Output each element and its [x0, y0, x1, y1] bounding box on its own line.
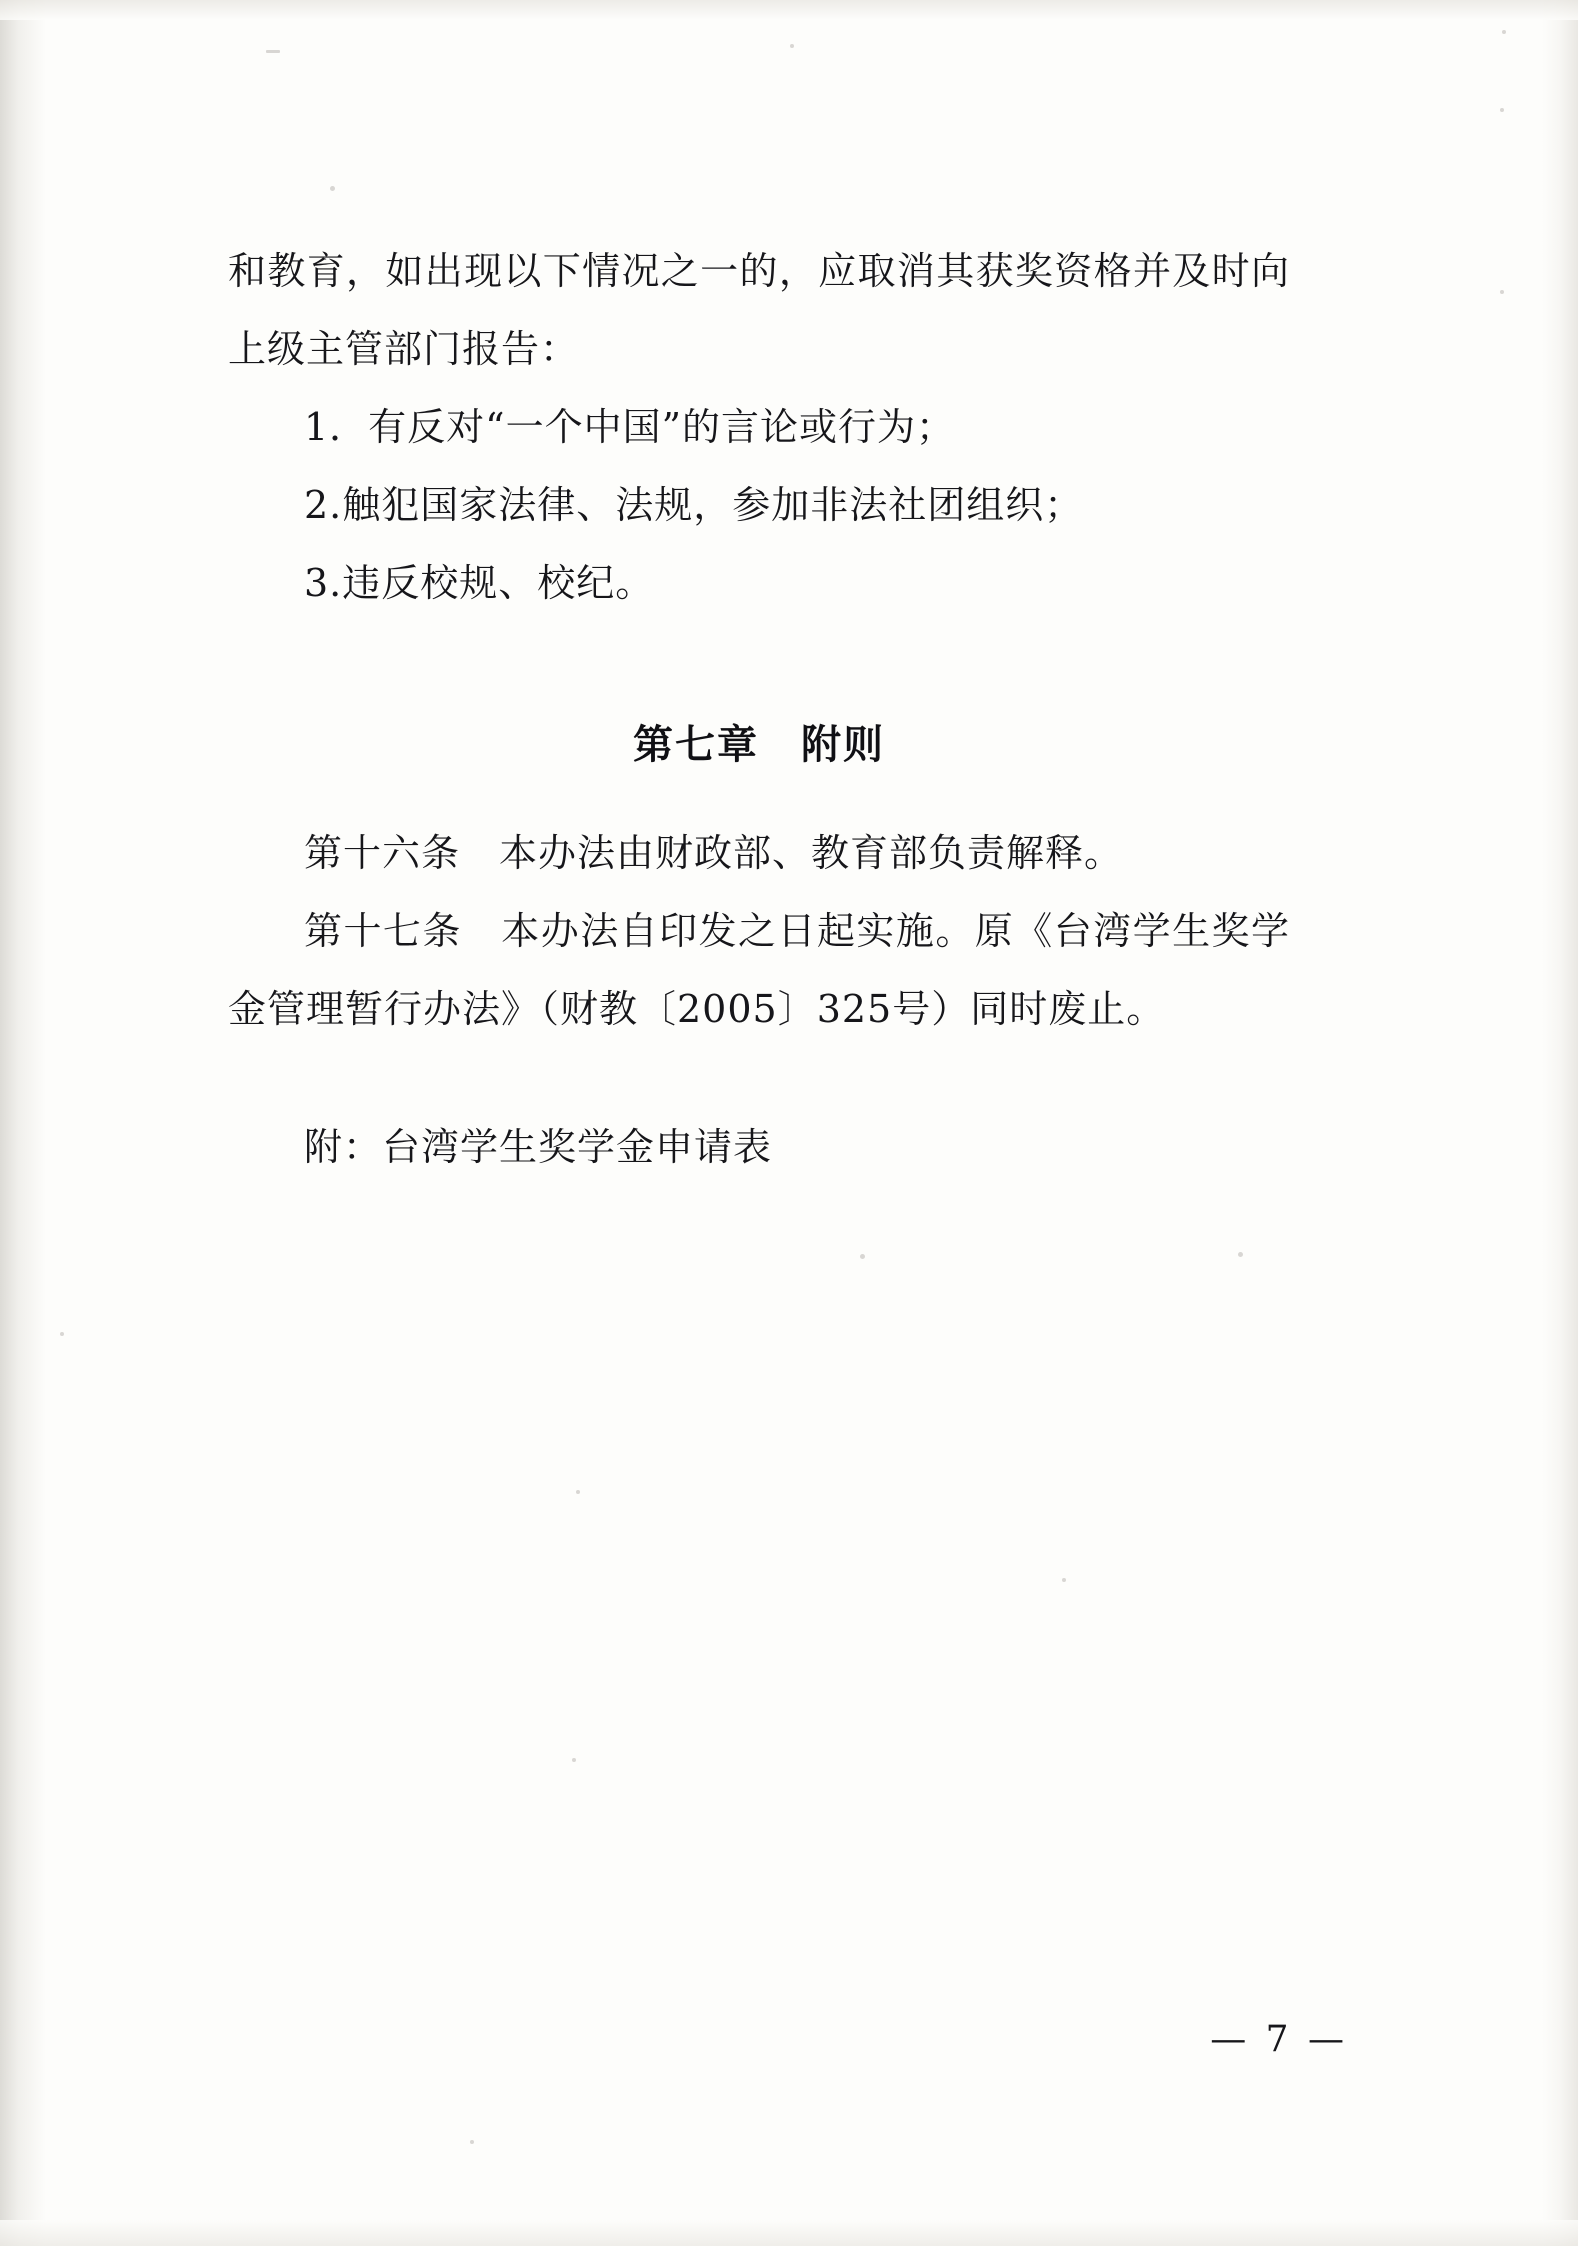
scan-speck — [330, 186, 335, 191]
scan-speck — [1062, 1578, 1066, 1582]
scan-edge-bottom — [0, 2220, 1578, 2246]
scan-speck — [1500, 290, 1504, 294]
scan-edge-left — [0, 0, 46, 2246]
chapter-heading: 第七章 附则 — [633, 721, 885, 768]
list-item: 2.触犯国家法律、法规，参加非法社团组织； — [304, 483, 1084, 527]
section-spacer — [228, 622, 1290, 706]
scan-speck — [860, 1254, 865, 1259]
scan-speck — [470, 2140, 474, 2144]
scan-speck — [790, 44, 794, 48]
scan-speck — [576, 1490, 580, 1494]
scan-edge-right — [1542, 0, 1578, 2246]
scan-speck — [1502, 30, 1506, 34]
article-sixteen: 第十六条 本办法由财政部、教育部负责解释。 — [304, 831, 1124, 875]
document-body — [228, 232, 1290, 1186]
paragraph-continued: 和教育，如出现以下情况之一的，应取消其获奖资格并及时向上级主管部门报告： — [228, 249, 1290, 371]
attachment-spacer — [228, 1048, 1290, 1108]
heading-spacer — [228, 784, 1290, 814]
scan-speck — [1500, 108, 1504, 112]
list-item: 1．有反对“一个中国”的言论或行为； — [304, 405, 956, 449]
page-number: — 7 — — [1210, 2019, 1348, 2060]
scan-speck — [60, 1332, 64, 1336]
attachment-note: 附：台湾学生奖学金申请表 — [304, 1125, 773, 1169]
scan-speck — [266, 50, 280, 53]
list-item: 3.违反校规、校纪。 — [304, 561, 655, 605]
scan-speck — [572, 1758, 576, 1762]
scan-edge-top — [0, 0, 1578, 20]
scan-speck — [1238, 1252, 1243, 1257]
article-seventeen: 第十七条 本办法自印发之日起实施。原《台湾学生奖学金管理暂行办法》（财教〔2005〕325号）同时废止。 — [228, 909, 1290, 1031]
